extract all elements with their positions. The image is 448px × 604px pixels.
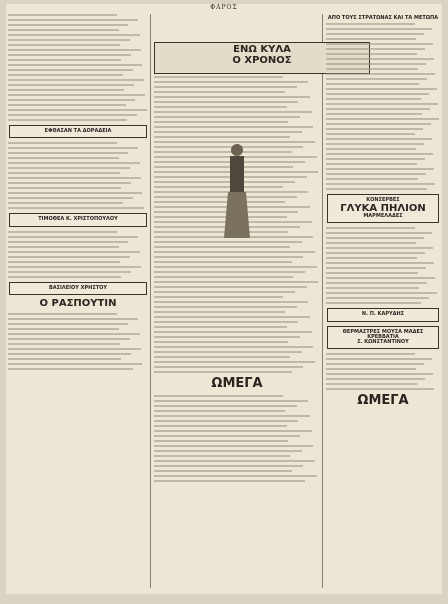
text-line (8, 343, 120, 345)
text-line (8, 271, 131, 273)
text-line (154, 261, 292, 263)
text-line (8, 182, 131, 184)
text-line (326, 98, 421, 100)
text-line (154, 331, 312, 333)
ad-head: Ν. Π. ΚΑΡΥΔΗΣ (361, 311, 405, 318)
ad-head: ΓΛΥΚΑ ΠΗΛΙΟΝ (340, 202, 426, 214)
text-line (8, 114, 137, 116)
text-line (154, 251, 315, 253)
text-line (154, 356, 290, 358)
text-line (154, 76, 283, 78)
text-line (154, 101, 298, 103)
text-line (8, 34, 140, 36)
text-line (8, 64, 142, 66)
text-line (8, 109, 147, 111)
text-line (8, 313, 117, 315)
text-line (326, 133, 415, 135)
text-line (8, 231, 117, 233)
text-line (8, 236, 138, 238)
text-line (8, 333, 140, 335)
text-line (154, 346, 313, 348)
text-line (154, 126, 313, 128)
text-line (8, 368, 133, 370)
text-line (154, 321, 298, 323)
text-line (154, 296, 283, 298)
advertisement (9, 213, 147, 226)
text-line (326, 178, 418, 180)
text-line (326, 123, 431, 125)
text-line (154, 480, 305, 482)
text-line (154, 460, 315, 462)
text-line (154, 405, 297, 407)
text-line (8, 74, 123, 76)
text-line (8, 24, 128, 26)
text-line (326, 282, 427, 284)
text-line (154, 111, 312, 113)
text-line (326, 153, 433, 155)
text-line (154, 455, 290, 457)
text-line (326, 302, 421, 304)
article-text (326, 353, 440, 390)
text-line (8, 29, 119, 31)
text-line (154, 256, 303, 258)
text-line (326, 138, 432, 140)
text-line (8, 266, 141, 268)
text-line (154, 435, 300, 437)
text-line (326, 43, 433, 45)
text-line (154, 121, 288, 123)
text-line (154, 450, 302, 452)
text-line (8, 84, 134, 86)
text-line (326, 247, 433, 249)
text-line (154, 475, 317, 477)
text-line (154, 266, 317, 268)
text-line (326, 168, 434, 170)
text-line (326, 33, 424, 35)
left-column (8, 14, 148, 588)
article-text (8, 313, 148, 370)
text-line (154, 420, 298, 422)
article-text (326, 23, 440, 190)
text-line (8, 353, 131, 355)
text-line (8, 44, 120, 46)
text-line (154, 116, 300, 118)
text-line (8, 251, 140, 253)
text-line (326, 252, 425, 254)
column-rule (322, 14, 323, 588)
text-line (8, 54, 131, 56)
masthead-title: ΦΑΡΟΣ (210, 4, 238, 11)
text-line (154, 276, 293, 278)
text-line (326, 297, 429, 299)
text-line (326, 83, 419, 85)
text-line (154, 281, 318, 283)
text-line (326, 277, 435, 279)
text-line (326, 257, 417, 259)
text-line (326, 358, 432, 360)
text-line (326, 353, 415, 355)
advertisement (9, 282, 147, 295)
article-headline: Ο ΡΑΣΠΟΥΤΙΝ (39, 297, 117, 309)
text-line (154, 465, 303, 467)
text-line (154, 81, 308, 83)
text-line (8, 328, 119, 330)
text-line (326, 88, 437, 90)
text-line (8, 39, 130, 41)
text-line (326, 267, 426, 269)
text-line (154, 400, 308, 402)
text-line (8, 147, 138, 149)
text-line (326, 368, 416, 370)
text-line (8, 187, 121, 189)
text-line (154, 301, 308, 303)
text-line (8, 261, 120, 263)
text-line (326, 28, 432, 30)
text-line (326, 183, 435, 185)
text-line (326, 118, 439, 120)
text-line (154, 470, 292, 472)
ad-head: ΩΜΕΓΑ (211, 376, 263, 391)
text-line (154, 131, 302, 133)
text-line (8, 177, 141, 179)
text-line (8, 69, 133, 71)
text-line (326, 53, 417, 55)
text-line (326, 173, 426, 175)
text-line (326, 292, 437, 294)
newspaper-page (6, 4, 442, 594)
text-line (8, 207, 144, 209)
text-line (154, 271, 305, 273)
text-line (326, 262, 434, 264)
text-line (154, 440, 288, 442)
text-line (154, 336, 300, 338)
right-column (326, 14, 440, 588)
advertisement (9, 125, 147, 138)
banner-line-1: ΕΝΩ ΚΥΛΑ (233, 44, 291, 55)
text-line (326, 242, 416, 244)
text-line (154, 341, 288, 343)
text-line (326, 73, 435, 75)
text-line (8, 172, 120, 174)
article-headline: ΑΠΟ ΤΟΥΣ ΣΤΡΑΤΩΝΑΣ ΚΑΙ ΤΑ ΜΕΤΩΠΑ (327, 15, 439, 21)
column-rule (150, 14, 151, 588)
text-line (8, 276, 121, 278)
text-line (326, 383, 417, 385)
text-line (8, 323, 128, 325)
text-line (326, 103, 438, 105)
text-line (326, 78, 427, 80)
text-line (8, 104, 126, 106)
text-line (8, 241, 128, 243)
text-line (154, 371, 292, 373)
text-line (326, 58, 434, 60)
ad-head: ΘΕΡΜΑΣΤΡΕΣ ΜΟΥΣΑ ΜΑΔΕΣ ΚΡΕΒΒΑΤΙΑ (342, 328, 424, 340)
text-line (326, 108, 430, 110)
fashion-figure-illustration (218, 142, 256, 244)
text-line (8, 162, 140, 164)
text-line (154, 246, 290, 248)
text-line (8, 19, 138, 21)
text-line (8, 192, 142, 194)
text-line (326, 237, 424, 239)
text-line (154, 361, 315, 363)
article-text (154, 395, 320, 482)
text-line (154, 425, 287, 427)
text-line (154, 326, 287, 328)
text-line (326, 128, 423, 130)
text-line (8, 256, 130, 258)
text-line (8, 152, 128, 154)
text-line (326, 113, 422, 115)
article-text (8, 142, 148, 209)
text-line (326, 227, 415, 229)
text-line (154, 316, 310, 318)
text-line (154, 415, 310, 417)
text-line (8, 338, 130, 340)
text-line (154, 430, 312, 432)
text-line (154, 291, 295, 293)
text-line (8, 157, 119, 159)
text-line (326, 143, 424, 145)
text-line (154, 366, 303, 368)
text-line (8, 202, 123, 204)
text-line (326, 163, 417, 165)
text-line (326, 158, 425, 160)
text-line (8, 14, 117, 16)
advertisement (327, 194, 439, 223)
text-line (154, 410, 285, 412)
article-text (8, 231, 148, 278)
ad-head: ΤΙΜΟΘΕΑ Κ. ΧΡΙΣΤΟΠΟΥΛΟΥ (38, 216, 118, 223)
text-line (326, 378, 425, 380)
text-line (326, 373, 433, 375)
text-line (326, 68, 418, 70)
ad-head: ΜΑΡΜΕΛΑΔΕΣ (363, 213, 403, 219)
text-line (154, 306, 297, 308)
text-line (8, 89, 124, 91)
banner-line-2: Ο ΧΡΟΝΟΣ (232, 54, 292, 66)
text-line (326, 93, 429, 95)
text-line (154, 286, 307, 288)
text-line (326, 188, 427, 190)
text-line (8, 318, 138, 320)
ad-head: Σ. ΚΩΝΣΤΑΝΤΙΝΟΥ (357, 339, 409, 345)
text-line (8, 49, 141, 51)
text-line (8, 59, 121, 61)
text-line (8, 94, 145, 96)
text-line (154, 91, 285, 93)
text-line (154, 86, 297, 88)
ad-head: ΕΦΘΑΣΑΝ ΤΑ ΔΟΡΑΔΕΙΑ (44, 128, 112, 134)
text-line (326, 63, 426, 65)
text-line (326, 363, 424, 365)
text-line (154, 311, 285, 313)
text-line (326, 48, 425, 50)
text-line (326, 287, 419, 289)
text-line (154, 445, 313, 447)
text-line (326, 38, 416, 40)
text-line (8, 246, 119, 248)
article-text (326, 227, 440, 304)
text-line (154, 106, 287, 108)
text-line (8, 119, 127, 121)
text-line (154, 351, 302, 353)
advertisement (327, 326, 439, 350)
text-line (8, 99, 135, 101)
ad-head: ΩΜΕΓΑ (357, 393, 409, 409)
text-line (8, 348, 141, 350)
text-line (8, 358, 121, 360)
text-line (326, 148, 416, 150)
text-line (326, 388, 434, 390)
text-line (8, 79, 144, 81)
text-line (154, 136, 290, 138)
text-line (326, 23, 415, 25)
text-line (8, 167, 130, 169)
article-text (8, 14, 148, 121)
text-line (326, 232, 432, 234)
text-line (326, 272, 418, 274)
text-line (154, 395, 283, 397)
advertisement (327, 308, 439, 321)
ad-head: ΚΟΝΣΕΡΒΕΣ (366, 197, 400, 204)
text-line (154, 96, 310, 98)
text-line (8, 142, 117, 144)
ad-head: ΒΑΣΙΛΕΙΟΥ ΧΡΗΣΤΟΥ (48, 284, 108, 291)
text-line (8, 363, 142, 365)
text-line (8, 197, 133, 199)
